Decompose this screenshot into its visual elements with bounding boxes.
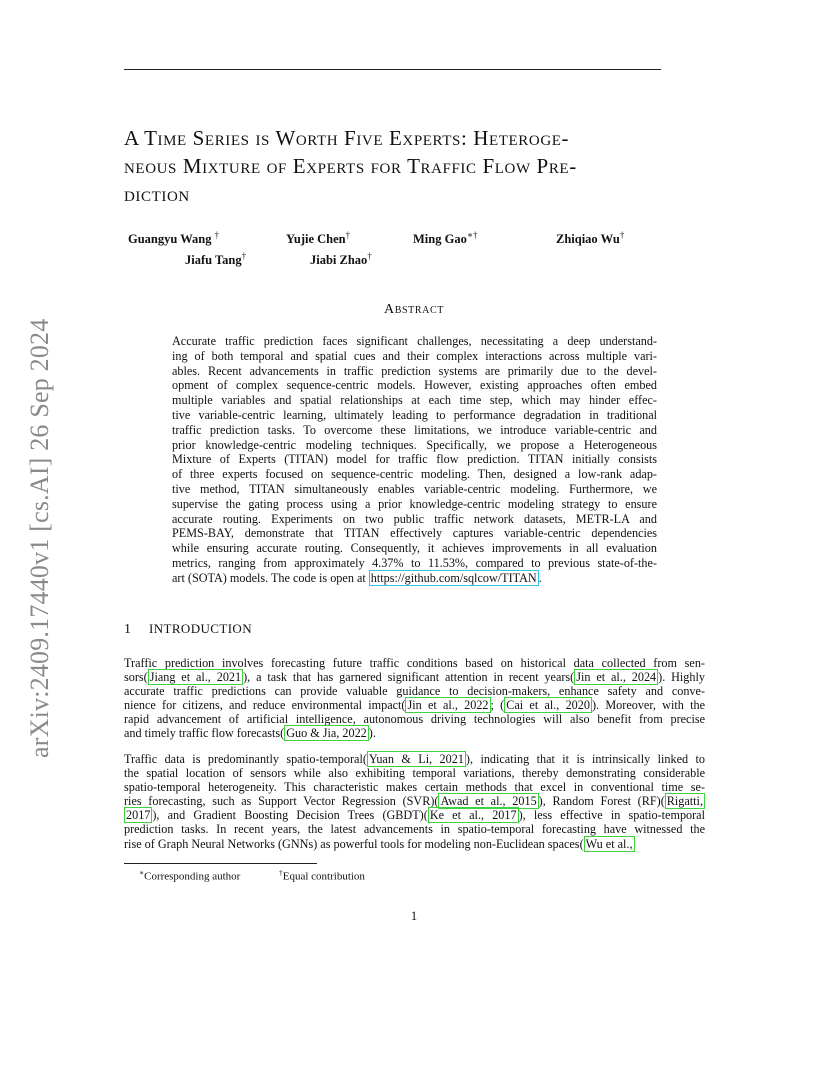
body-line bbox=[124, 752, 705, 766]
body-line bbox=[124, 726, 705, 740]
author-mark: † bbox=[214, 230, 220, 240]
body-text: rise of Graph Neural Networks (GNNs) as powerful tools for modeling non-Euclidean spaces bbox=[124, 836, 580, 851]
author-mark: † bbox=[345, 230, 351, 240]
citation-link[interactable]: Rigatti, bbox=[666, 794, 703, 809]
arxiv-identifier[interactable]: arXiv:2409.17440v1 [cs.AI] 26 Sep 2024 bbox=[25, 318, 54, 758]
body-text: ries forecasting, such as Support Vector Regression (SVR) bbox=[124, 794, 435, 809]
body-text: prediction tasks. In recent years, the latest advancements in spatio-temporal forecasting have witnessed the bbox=[124, 822, 705, 837]
body-line bbox=[124, 780, 705, 794]
footnote-text: Corresponding author bbox=[144, 870, 241, 883]
body-text: ( bbox=[401, 698, 406, 713]
intro-paragraph-2 bbox=[124, 752, 705, 851]
abstract-body bbox=[172, 334, 657, 586]
abstract-heading: Abstract bbox=[384, 302, 444, 317]
body-text: ), a task that has garnered significant attention in recent years bbox=[243, 670, 571, 685]
title-line: A Time Series is Worth Five Experts: Heteroge- bbox=[124, 126, 570, 150]
body-text: ( bbox=[280, 726, 285, 741]
body-text: accurate traffic predictions can provide valuable guidance to decision-makers, enhance safety and conve- bbox=[124, 684, 705, 699]
abstract-line: traffic prediction tasks. To overcome these limitations, we introduce variable-centric and bbox=[172, 422, 657, 437]
body-line bbox=[124, 684, 705, 698]
abstract-line: opment of complex sequence-centric models. However, existing approaches often embed bbox=[172, 378, 657, 393]
author bbox=[128, 230, 219, 247]
author-name: Guangyu Wang bbox=[128, 232, 212, 247]
body-text: ( bbox=[660, 794, 665, 809]
citation-link[interactable]: Awad et al., 2015 bbox=[440, 794, 537, 809]
code-link[interactable]: https://github.com/sqlcow/TITAN bbox=[370, 570, 537, 585]
citation-link[interactable]: Yuan & Li, 2021 bbox=[368, 752, 464, 766]
citation-link[interactable]: Jiang et al., 2021 bbox=[149, 670, 242, 685]
footnote-rule bbox=[124, 863, 317, 864]
citation-link[interactable]: 2017 bbox=[126, 808, 151, 823]
body-line bbox=[124, 837, 705, 851]
body-text: ( bbox=[143, 670, 148, 685]
section-number: 1 bbox=[124, 622, 132, 637]
body-text: ). Highly bbox=[658, 670, 705, 685]
abstract-line: ables. Recent advancements in traffic prediction systems are primarily due to the devel- bbox=[172, 363, 657, 378]
title-line: diction bbox=[124, 182, 190, 206]
footnote-mark: † bbox=[279, 868, 283, 877]
footnote bbox=[279, 868, 365, 883]
author-name: Yujie Chen bbox=[286, 232, 346, 247]
abstract-line: supervise the gating process using a prior knowledge-centric modeling strategy to ensure bbox=[172, 496, 657, 511]
page-number: 1 bbox=[410, 909, 418, 923]
abstract-line: Accurate traffic prediction faces significant challenges, necessitating a deep understand- bbox=[172, 334, 657, 348]
abstract-line: of three experts focused on sequence-centric modeling. Then, designed a low-rank adap- bbox=[172, 467, 657, 482]
author-name: Jiabi Zhao bbox=[310, 253, 368, 268]
body-text: ), Random Forest (RF) bbox=[538, 794, 661, 809]
author-name: Jiafu Tang bbox=[185, 253, 242, 268]
author bbox=[286, 230, 350, 247]
abstract-line: multiple variables and spatial relationships at each time step, which may hinder effec- bbox=[172, 393, 657, 408]
paper-title bbox=[124, 124, 714, 208]
abstract-line: PEMS-BAY, demonstrate that TITAN effectively captures variable-centric dependencies bbox=[172, 526, 657, 541]
body-text: rapid advancement of artificial intelligence, autonomous driving technologies will also benefit from precise bbox=[124, 712, 705, 727]
body-text: ). Moreover, with the bbox=[591, 698, 705, 713]
abstract-line: while ensuring accurate routing. Consequently, it achieves improvements in all evaluation bbox=[172, 541, 657, 556]
body-line bbox=[124, 712, 705, 726]
abstract-text: . bbox=[538, 570, 542, 585]
citation-link[interactable]: Ke et al., 2017 bbox=[429, 808, 517, 823]
author-mark: ∗† bbox=[466, 230, 478, 240]
author-mark: † bbox=[241, 251, 247, 261]
body-line bbox=[124, 808, 705, 822]
citation-link[interactable]: Jin et al., 2024 bbox=[576, 670, 657, 685]
citation-link[interactable]: Jin et al., 2022 bbox=[407, 698, 489, 713]
footnote-mark: ∗ bbox=[139, 868, 145, 877]
citation-link[interactable]: Guo & Jia, 2022 bbox=[286, 726, 367, 741]
body-text: the spatial location of sensors while also exhibiting temporal variations, thereby demonstrating considerable bbox=[124, 766, 705, 781]
body-line bbox=[124, 698, 705, 712]
title-line: neous Mixture of Experts for Traffic Flow Pre- bbox=[124, 154, 577, 178]
abstract-line: metrics, ranging from approximately 4.37% to 11.53%, compared to previous state-of-the- bbox=[172, 555, 657, 570]
abstract-line bbox=[172, 571, 657, 586]
body-text: ( bbox=[423, 808, 428, 823]
section-title: INTRODUCTION bbox=[149, 621, 253, 636]
author bbox=[556, 230, 624, 247]
abstract-line: accurate routing. Experiments on two public traffic network datasets, METR-LA and bbox=[172, 511, 657, 526]
abstract-line: Mixture of Experts (TITAN) model for traffic flow prediction. TITAN initially consists bbox=[172, 452, 657, 467]
body-text: ), and Gradient Boosting Decision Trees (GBDT) bbox=[152, 808, 424, 823]
body-text: ), indicating that it is intrinsically linked to bbox=[465, 752, 706, 766]
author bbox=[185, 251, 246, 268]
body-text: ( bbox=[500, 698, 505, 713]
top-rule bbox=[124, 69, 661, 70]
intro-paragraph-1 bbox=[124, 656, 705, 741]
footnote bbox=[139, 868, 240, 883]
author bbox=[413, 230, 477, 247]
author-name: Zhiqiao Wu bbox=[556, 232, 620, 247]
abstract-text: art (SOTA) models. The code is open at bbox=[172, 570, 369, 585]
body-line bbox=[124, 656, 705, 670]
body-text: ( bbox=[434, 794, 439, 809]
body-line bbox=[124, 822, 705, 836]
body-text: Traffic prediction involves forecasting future traffic conditions based on historical data collected from sen- bbox=[124, 656, 705, 670]
author-mark: † bbox=[619, 230, 625, 240]
abstract-line: tive method, TITAN simultaneously enables variable-centric modeling. Furthermore, we bbox=[172, 481, 657, 496]
body-line bbox=[124, 794, 705, 808]
author-mark: † bbox=[367, 251, 372, 261]
body-text: sors bbox=[124, 670, 144, 685]
author-name: Ming Gao bbox=[413, 232, 467, 247]
body-text: ( bbox=[579, 836, 584, 851]
footnote-text: Equal contribution bbox=[282, 870, 365, 883]
body-text: ), less effective in spatio-temporal bbox=[518, 808, 705, 823]
section-heading bbox=[124, 621, 252, 638]
body-text: nience for citizens, and reduce environmental impact bbox=[124, 698, 402, 713]
body-text: ; bbox=[490, 698, 501, 713]
body-text: ( bbox=[570, 670, 575, 685]
body-line bbox=[124, 670, 705, 684]
body-line bbox=[124, 766, 705, 780]
citation-link[interactable]: Cai et al., 2020 bbox=[506, 698, 590, 713]
body-text: ). bbox=[368, 726, 376, 741]
body-text: ( bbox=[362, 752, 367, 766]
body-text: and timely traffic flow forecasts bbox=[124, 726, 281, 741]
author bbox=[310, 251, 372, 268]
body-text: Traffic data is predominantly spatio-temporal bbox=[124, 752, 363, 766]
abstract-line: ing of both temporal and spatial cues and their complex interactions across multiple vari- bbox=[172, 348, 657, 363]
citation-link[interactable]: Wu et al., bbox=[585, 836, 633, 851]
abstract-line: tive variable-centric learning, ultimately leading to performance degradation in traditional bbox=[172, 407, 657, 422]
abstract-line: prior knowledge-centric modeling techniques. Specifically, we propose a Heterogeneous bbox=[172, 437, 657, 452]
body-text: spatio-temporal heterogeneity. This characteristic makes certain methods that excel in conventional time se- bbox=[124, 780, 705, 795]
